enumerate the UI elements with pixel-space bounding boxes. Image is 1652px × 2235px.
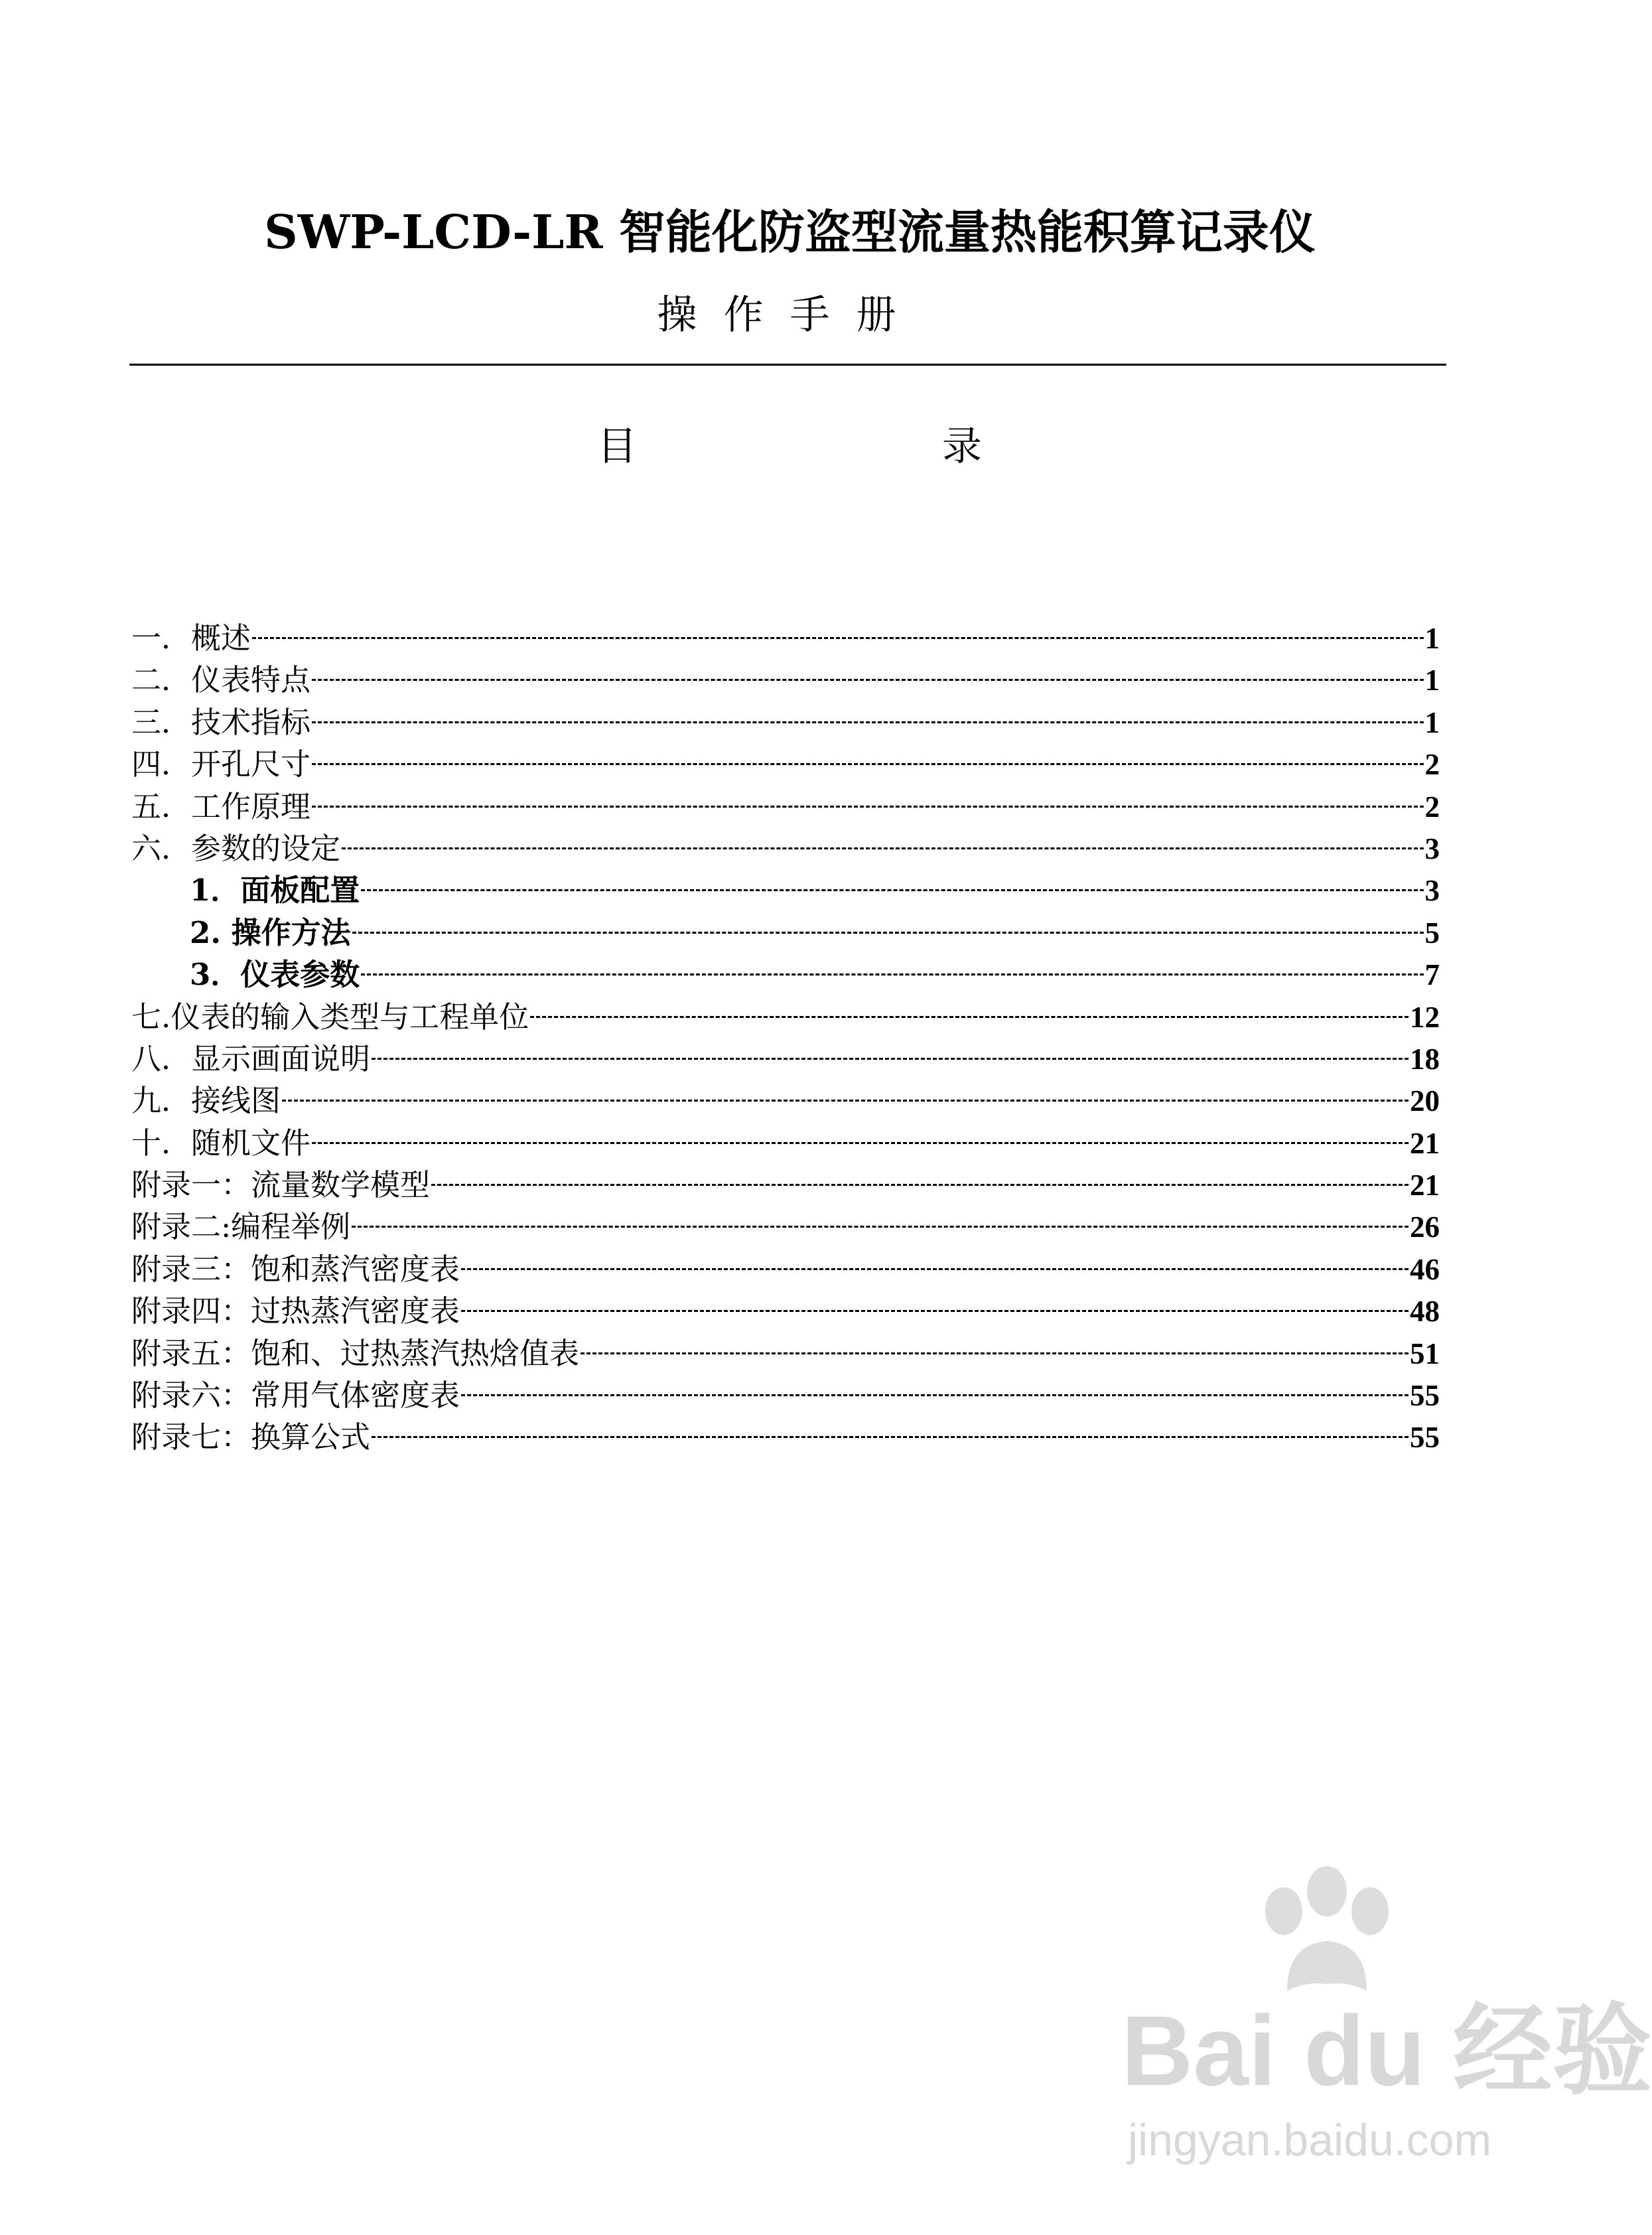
toc-leader — [352, 932, 1424, 934]
toc-entry[interactable] — [131, 743, 1440, 785]
toc-entry-page: 55 — [1410, 1379, 1440, 1413]
document-subtitle: 操作手册 — [657, 292, 923, 338]
toc-entry-page: 21 — [1410, 1169, 1440, 1202]
toc-leader — [372, 1436, 1409, 1438]
toc-leader — [461, 1394, 1409, 1396]
toc-entry-page: 1 — [1424, 622, 1440, 655]
toc-leader — [361, 973, 1423, 975]
toc-entry-label: 附录六：常用气体密度表 — [131, 1378, 460, 1413]
toc-entry-label: 附录五：饱和、过热蒸汽热焓值表 — [131, 1335, 580, 1371]
toc-leader — [372, 1058, 1409, 1060]
toc-entry[interactable] — [131, 1248, 1440, 1290]
toc-heading-char-1: 目 — [597, 423, 637, 470]
toc-leader — [461, 1268, 1409, 1270]
toc-entry-label: 三．技术指标 — [131, 704, 311, 740]
toc-entry[interactable] — [131, 1416, 1440, 1458]
paw-icon — [1247, 1865, 1407, 2011]
toc-entry[interactable] — [131, 1206, 1440, 1248]
toc-entry-page: 48 — [1410, 1295, 1440, 1329]
toc-entry-label: 一．概述 — [131, 620, 251, 656]
toc-entry[interactable] — [131, 1374, 1440, 1416]
toc-entry[interactable] — [131, 828, 1440, 869]
table-of-contents — [131, 617, 1440, 1459]
toc-leader — [361, 889, 1423, 891]
toc-subentry[interactable] — [131, 912, 1440, 954]
toc-entry-page: 2 — [1424, 748, 1440, 782]
toc-entry-label: 附录三：饱和蒸汽密度表 — [131, 1251, 460, 1287]
toc-leader — [312, 763, 1423, 765]
toc-entry-page: 20 — [1410, 1084, 1440, 1118]
toc-entry-page: 12 — [1410, 1000, 1440, 1034]
document-title: SWP-LCD-LR 智能化防盗型流量热能积算记录仪 — [264, 204, 1316, 259]
toc-leader — [312, 1142, 1409, 1144]
watermark-url: jingyan.baidu.com — [1128, 2115, 1492, 2165]
toc-entry[interactable] — [131, 659, 1440, 701]
toc-entry-page: 2 — [1424, 790, 1440, 824]
toc-entry-label: 2. 操作方法 — [190, 914, 351, 950]
toc-leader — [530, 1016, 1409, 1018]
toc-entry[interactable] — [131, 1164, 1440, 1206]
toc-entry-label: 附录七：换算公式 — [131, 1419, 371, 1455]
toc-entry[interactable] — [131, 1333, 1440, 1374]
toc-entry-page: 46 — [1410, 1252, 1440, 1286]
toc-entry-page: 26 — [1410, 1210, 1440, 1244]
toc-entry-label: 附录二:编程举例 — [131, 1209, 351, 1245]
toc-leader — [282, 1100, 1409, 1102]
toc-leader — [252, 637, 1423, 639]
toc-leader — [342, 847, 1423, 849]
title-divider — [129, 364, 1446, 366]
toc-leader — [312, 721, 1423, 723]
toc-entry-page: 3 — [1424, 874, 1440, 908]
toc-leader — [352, 1226, 1409, 1228]
toc-entry-label: 八．显示画面说明 — [131, 1041, 371, 1076]
toc-leader — [581, 1352, 1409, 1354]
toc-leader — [312, 679, 1423, 681]
toc-entry-page: 18 — [1410, 1042, 1440, 1076]
toc-entry[interactable] — [131, 786, 1440, 828]
watermark-logo: Bai du 经验 — [1121, 1995, 1652, 2106]
toc-entry-page: 5 — [1424, 916, 1440, 950]
toc-entry-label: 附录一：流量数学模型 — [131, 1167, 431, 1203]
toc-subentry[interactable] — [131, 869, 1440, 911]
toc-entry-page: 7 — [1424, 958, 1440, 992]
toc-entry[interactable] — [131, 1080, 1440, 1121]
toc-leader — [431, 1184, 1409, 1186]
toc-entry[interactable] — [131, 617, 1440, 659]
toc-entry[interactable] — [131, 701, 1440, 743]
toc-entry-label: 七.仪表的输入类型与工程单位 — [131, 999, 529, 1035]
toc-entry-label: 1．面板配置 — [190, 873, 360, 908]
toc-entry[interactable] — [131, 1122, 1440, 1164]
toc-subentry[interactable] — [131, 954, 1440, 995]
toc-entry-page: 3 — [1424, 831, 1440, 865]
toc-entry-label: 九．接线图 — [131, 1083, 281, 1119]
toc-entry-label: 十．随机文件 — [131, 1125, 311, 1161]
toc-entry[interactable] — [131, 1038, 1440, 1080]
toc-entry-label: 五．工作原理 — [131, 788, 311, 824]
toc-entry-label: 六．参数的设定 — [131, 830, 341, 866]
toc-entry-page: 21 — [1410, 1126, 1440, 1160]
toc-heading-char-2: 录 — [942, 423, 982, 470]
toc-entry-label: 附录四：过热蒸汽密度表 — [131, 1293, 460, 1329]
toc-heading — [597, 417, 982, 476]
toc-entry[interactable] — [131, 996, 1440, 1038]
toc-entry[interactable] — [131, 1290, 1440, 1332]
toc-leader — [312, 806, 1423, 808]
toc-entry-page: 51 — [1410, 1336, 1440, 1370]
toc-entry-page: 1 — [1424, 664, 1440, 697]
toc-leader — [461, 1310, 1409, 1312]
toc-entry-page: 1 — [1424, 705, 1440, 739]
toc-entry-page: 55 — [1410, 1421, 1440, 1455]
toc-entry-label: 四．开孔尺寸 — [131, 747, 311, 782]
toc-entry-label: 3．仪表参数 — [190, 957, 360, 993]
toc-entry-label: 二．仪表特点 — [131, 662, 311, 698]
